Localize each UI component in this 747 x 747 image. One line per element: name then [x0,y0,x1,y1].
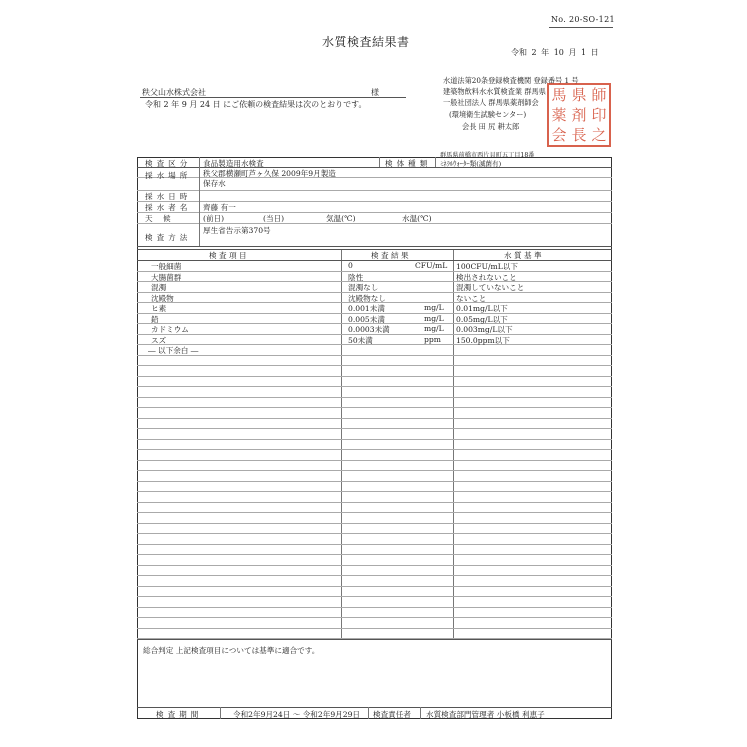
label-inspection-method: 検査方法 [145,233,192,242]
issuer-line-4: (環境衛生試験センター) [449,110,527,119]
row-rule [137,533,612,534]
result-item: 大腸菌群 [151,272,182,282]
result-unit: mg/L [424,324,444,333]
value-inspection-category: 食品製造用水検査 [203,159,264,168]
document-title: 水質検査結果書 [322,35,410,49]
document-number: No. 20-SO-121 [551,15,615,24]
result-unit: mg/L [424,303,444,312]
result-standard: 150.0ppm以下 [456,335,510,345]
result-item: 一般細菌 [151,262,182,271]
label-sample-type: 検体種類 [385,159,432,168]
client-name: 秩父山水株式会社 [142,88,206,97]
label-water-temp: 水温(℃) [402,214,432,223]
issuer-line-2: 建築物飲料水水質検査業 群馬県 [443,87,546,96]
label-sampling-datetime: 採水日時 [145,192,192,201]
result-value: 沈殿物なし [348,293,386,303]
result-item: 混濁 [151,283,167,292]
value-sampling-location-2: 保存水 [203,179,226,188]
results-header-item: 検 査 項 目 [209,251,247,260]
row-rule [137,376,612,377]
results-header-standard: 水 質 基 準 [504,251,542,260]
row-rule [137,460,612,461]
result-value: 0 [348,261,353,270]
row-rule [137,355,612,356]
client-underline [140,97,406,98]
official-seal-stamp: 馬 県 師 薬 剤 印 会 長 之 [547,83,611,147]
result-item: 鉛 [151,314,159,324]
value-inspection-method: 厚生省告示第370号 [203,226,271,235]
result-standard: 混濁していないこと [456,283,525,292]
row-rule [137,628,612,629]
issuer-line-5: 会長 田 尻 耕太郎 [462,122,520,131]
value-sampler-name: 齊藤 有一 [203,203,236,212]
row-rule [137,596,612,597]
label-air-temp: 気温(℃) [326,214,356,223]
result-standard: 0.01mg/L以下 [456,304,508,313]
issue-date: 令和 2 年 10 月 1 日 [511,48,599,57]
row-rule [137,481,612,482]
row-rule [137,439,612,440]
row-rule [137,575,612,576]
result-value: 0.0003未満 [348,325,390,334]
label-weather: 天 候 [145,214,175,223]
overall-judgement: 総合判定 上記検査項目については基準に適合です。 [143,646,320,655]
row-rule [137,544,612,545]
result-standard: 検出されないこと [456,272,517,282]
row-rule [137,491,612,492]
value-sampling-location: 秩父郡横瀬町芦ヶ久保 2009年9月製造 [203,169,336,178]
result-value: 混濁なし [348,283,379,292]
result-value: 陰性 [348,272,364,282]
footer-period-value: 令和2年9月24日 ～ 令和2年9月29日 [233,710,361,719]
result-standard: ないこと [456,293,487,303]
result-item: ヒ素 [151,304,167,313]
footer-responsible-value: 水質検査部門管理者 小板橋 利恵子 [426,710,545,719]
issuer-line-3: 一般社団法人 群馬県薬剤師会 [443,98,539,107]
result-item: スズ [151,335,167,345]
footer-responsible-label: 検査責任者 [373,710,411,719]
issuer-line-1: 水道法第20条登録検査機関 登録番号 1 号 [443,76,579,85]
issuer-address: 群馬県前橋市西片貝町五丁目18番 [440,152,535,159]
client-honorific: 様 [371,88,379,97]
result-standard: 100CFU/mL以下 [456,262,518,271]
result-item: 沈殿物 [151,293,174,303]
row-rule [137,449,612,450]
result-unit: ppm [424,334,441,344]
results-header-result: 検 査 結 果 [371,251,409,260]
result-item: カドミウム [151,325,189,334]
document-number-underline [549,27,613,28]
row-rule [137,365,612,366]
row-rule [137,271,612,272]
result-standard: 0.05mg/L以下 [456,314,508,324]
row-rule [137,554,612,555]
row-rule [137,512,612,513]
result-standard: 0.003mg/L以下 [456,325,513,334]
row-rule [137,586,612,587]
row-rule [137,418,612,419]
row-rule [137,407,612,408]
label-sampler-name: 採水者名 [145,203,192,212]
row-rule [137,502,612,503]
result-value: 0.005未満 [348,314,385,324]
row-rule [137,344,612,345]
intro-text: 令和 2 年 9 月 24 日 にご依頼の検査結果は次のとおりです。 [145,100,367,109]
result-value: 0.001未満 [348,304,385,313]
value-weather-same-day: (当日) [263,214,285,223]
row-rule [137,607,612,608]
value-weather-prev-day: (前日) [203,214,225,223]
value-sample-type: ﾐﾈﾗﾙｳｫｰﾀｰ類(滅菌有) [440,160,502,168]
row-rule [137,523,612,524]
label-inspection-category: 検査区分 [145,159,192,168]
result-value: 50未満 [348,335,373,345]
row-rule [137,470,612,471]
row-rule [137,428,612,429]
result-unit: CFU/mL [415,261,448,270]
footer-period-label: 検査期間 [156,710,203,719]
row-rule [137,397,612,398]
row-rule [137,565,612,566]
row-rule [137,386,612,387]
result-unit: mg/L [424,313,444,323]
result-item: ― 以下余白 ― [148,346,199,355]
label-sampling-location: 採水場所 [145,171,192,180]
row-rule [137,617,612,618]
